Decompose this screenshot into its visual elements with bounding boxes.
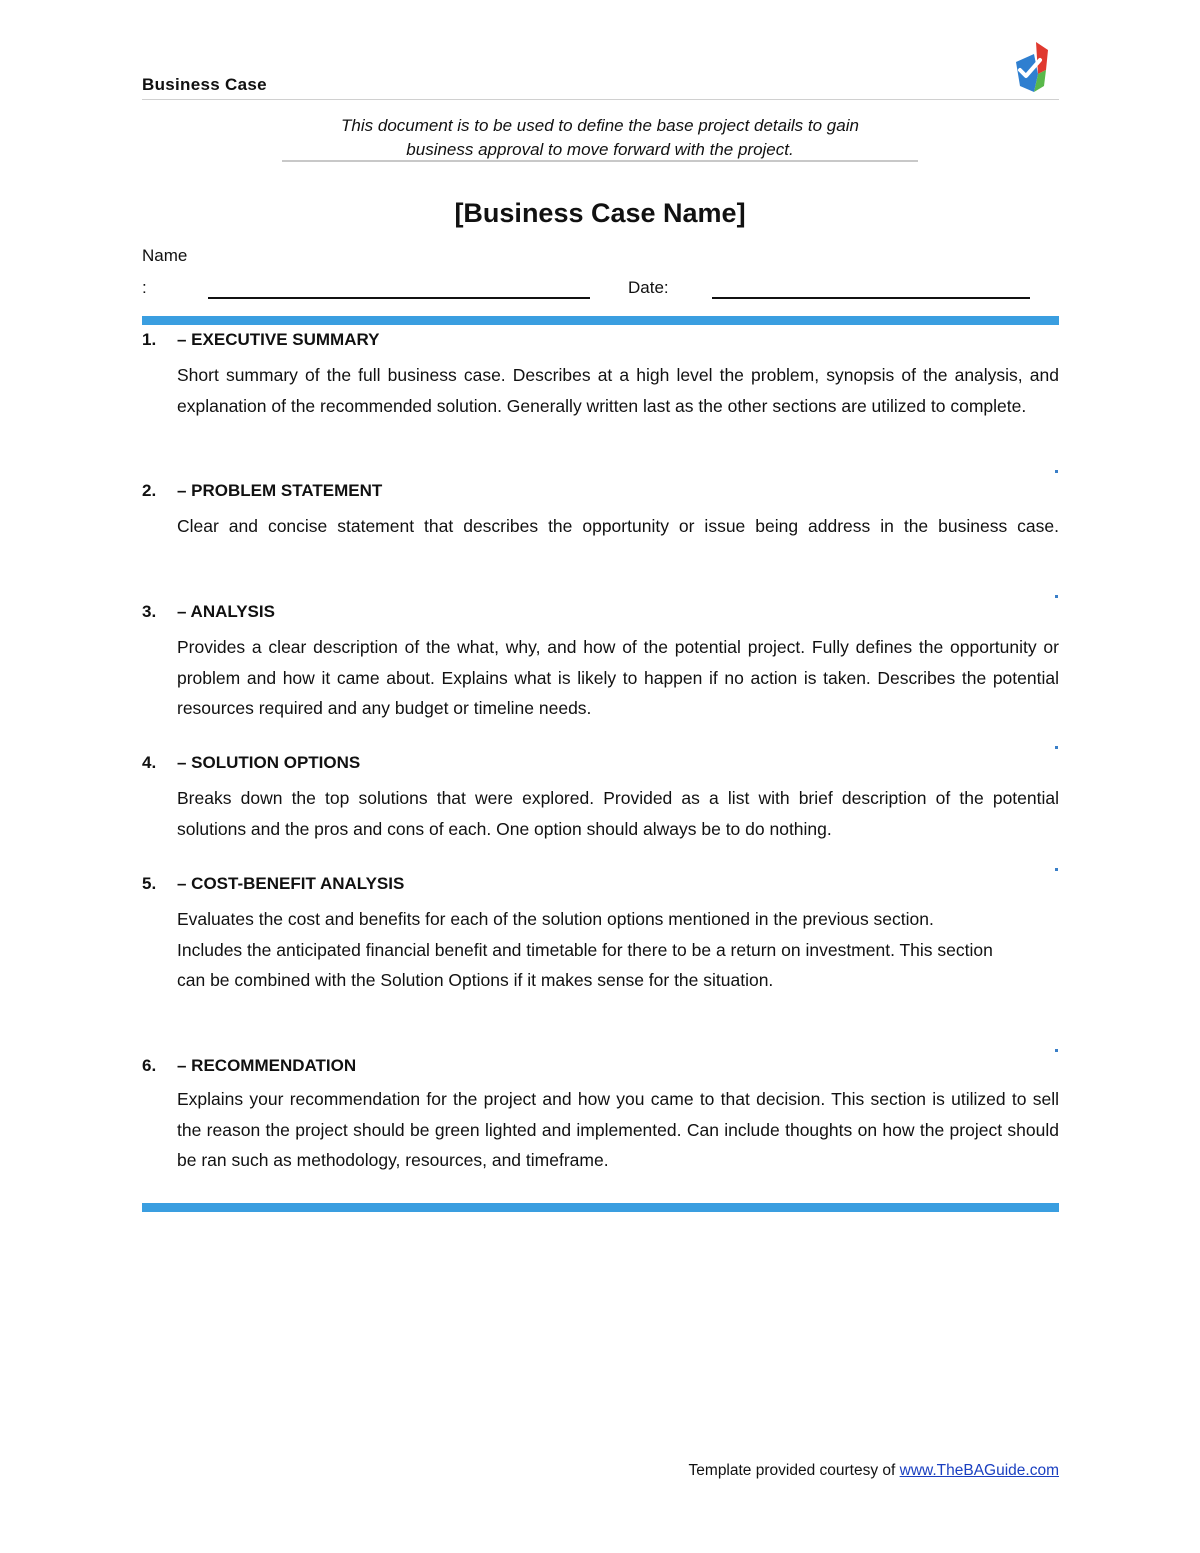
section-marker [1055,595,1058,598]
section-heading: – EXECUTIVE SUMMARY [177,330,380,349]
section-body: Breaks down the top solutions that were explored. Provided as a list with brief description of the potential solutions and the pros and cons of each. One option should always be to do nothing. [177,788,1059,839]
bottom-accent-bar [142,1203,1059,1212]
section-marker [1055,1049,1058,1052]
section-heading: – COST-BENEFIT ANALYSIS [177,874,405,893]
section-marker [1055,746,1058,749]
top-accent-bar [142,316,1059,325]
check-shield-logo-icon [1012,40,1052,96]
section-body: Short summary of the full business case. Describes at a high level the problem, synopsis of the analysis, and explanation of the recommended solution. Generally written last as the other sections are utilized to complete. [177,365,1059,416]
section-heading: – RECOMMENDATION [177,1056,357,1075]
document-title: [Business Case Name] [454,198,746,228]
name-colon: : [142,278,147,297]
section-number: 4. [142,753,157,772]
footer-link[interactable]: www.TheBAGuide.com [899,1462,1059,1479]
footer-credit [689,1462,1059,1480]
header-title: Business Case [142,75,267,94]
section-marker [1055,868,1058,871]
footer-text: Template provided courtesy of [688,1462,900,1479]
section-heading: – SOLUTION OPTIONS [177,753,361,772]
name-field-line[interactable] [208,297,590,299]
date-label: Date: [628,278,669,297]
section-number: 2. [142,481,157,500]
intro-line-2: business approval to move forward with the project. [406,140,794,159]
section-heading: – ANALYSIS [177,602,275,621]
section-cost-benefit-analysis [142,874,1059,996]
section-body: Explains your recommendation for the project and how you came to that decision. This section is utilized to sell the reason the project should be green lighted and implemented. Can include thoughts on how the project should be ran such as methodology, resources, and timeframe. [177,1089,1059,1170]
header-divider [142,99,1059,100]
intro-text [282,114,918,162]
date-field-line[interactable] [712,297,1030,299]
section-solution-options [142,753,1059,844]
section-number: 1. [142,330,157,349]
section-number: 6. [142,1056,157,1075]
section-heading: – PROBLEM STATEMENT [177,481,383,500]
section-marker [1055,470,1058,473]
section-body: Evaluates the cost and benefits for each of the solution options mentioned in the previous section. Includes the anticipated financial benefit and timetable for there to be a return on investment. This section can be combined with the Solution Options if it makes sense for the situation. [177,909,993,990]
intro-line-1: This document is to be used to define the base project details to gain [341,116,859,135]
name-label: Name [142,246,188,265]
section-analysis [142,602,1059,724]
section-body: Provides a clear description of the what, why, and how of the potential project. Fully defines the opportunity or problem and how it came about. Explains what is likely to happen if no action is taken. Describes the potential resources required and any budget or timeline needs. [177,637,1059,718]
section-recommendation [142,1056,1059,1176]
section-number: 3. [142,602,157,621]
section-problem-statement [142,481,1059,542]
intro-divider [282,160,918,162]
section-executive-summary [142,330,1059,421]
section-body: Clear and concise statement that describes the opportunity or issue being address in the business case. [177,516,1059,536]
section-number: 5. [142,874,157,893]
